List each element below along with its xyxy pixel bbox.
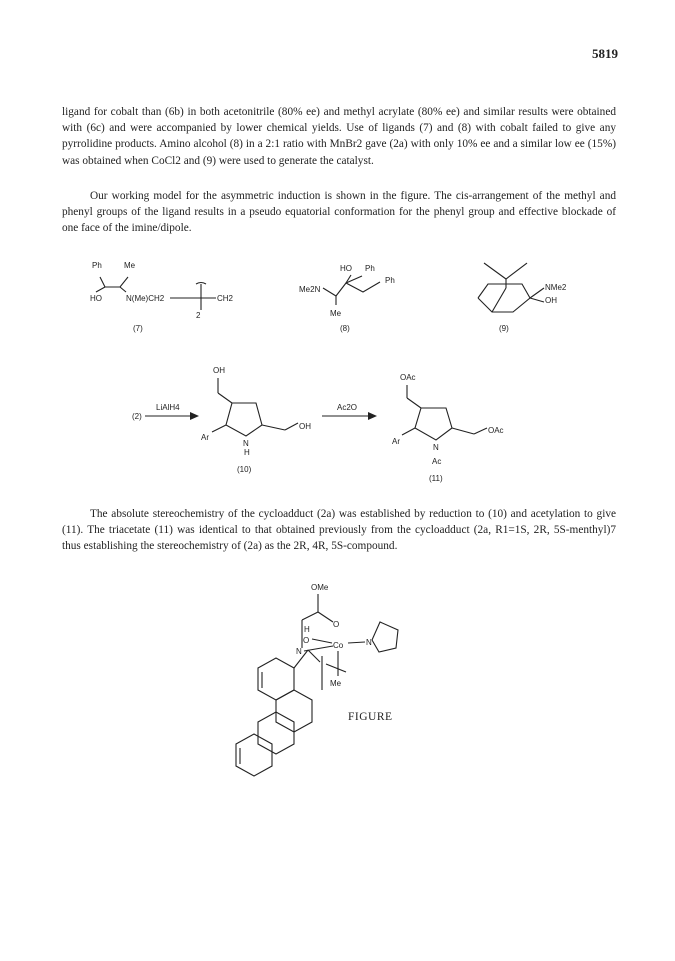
s8-atom-ph1: Ph — [365, 264, 375, 273]
fig-atom-o-top: O — [333, 620, 340, 629]
structure-9 — [478, 263, 567, 333]
s8-label: (8) — [340, 324, 350, 333]
fig-atom-o-mid: O — [303, 636, 310, 645]
s10-atom-ar: Ar — [201, 433, 209, 442]
s11-atom-ac: Ac — [432, 457, 442, 466]
s8-atom-me: Me — [330, 309, 342, 318]
fig-atom-h: H — [304, 625, 310, 634]
s9-label: (9) — [499, 324, 509, 333]
s10-atom-oh-right: OH — [299, 422, 311, 431]
structure-8 — [299, 264, 395, 333]
s7-atom-ho: HO — [90, 294, 102, 303]
s9-atom-nme2: NMe2 — [545, 283, 567, 292]
figure-model — [236, 583, 398, 776]
paragraph-3: The absolute stereochemistry of the cycloadduct (2a) was established by reduction to (10) and acetylation to give (11). The triacetate (11) was identical to that obtained previously from the cycloadduct (2a, R1=1S, 2R, 5S-menthyl)7 thus establishing the stereochemistry of (2a) as the 2R, 4R, 5S-compound. — [62, 508, 616, 553]
fig-atom-co: Co — [333, 641, 344, 650]
s9-atom-oh: OH — [545, 296, 557, 305]
structure-7 — [90, 261, 234, 333]
s7-label: (7) — [133, 324, 143, 333]
s10-label: (10) — [237, 465, 252, 474]
s8-atom-ph2: Ph — [385, 276, 395, 285]
s7-atom-ph: Ph — [92, 261, 102, 270]
s8-atom-me2n: Me2N — [299, 285, 321, 294]
s8-atom-ho: HO — [340, 264, 352, 273]
start-compound: (2) — [132, 412, 142, 421]
s7-atom-me: Me — [124, 261, 136, 270]
fig-atom-n-right: N — [366, 638, 372, 647]
fig-atom-me: Me — [330, 679, 342, 688]
paragraph-1: ligand for cobalt than (6b) in both acetonitrile (80% ee) and methyl acrylate (80% ee) and similar results were obtained with (6c) and were accompanied by lower chemical yields. Use of ligands (7) and (8) with cobalt failed to give any pyrrolidine products. Amino alcohol (8) in a 2:1 ratio with MnBr2 gave (2a) with only 10% ee and a similar low ee (15%) was obtained when CoCl2 and (9) were used to generate the catalyst. — [62, 106, 616, 167]
s11-atom-n: N — [433, 443, 439, 452]
paragraph-2: Our working model for the asymmetric induction is shown in the figure. The cis-arrangement of the methyl and phenyl groups of the ligand results in a pseudo equatorial conformation for the phenyl group and effective blockade of one face of the imine/dipole. — [62, 190, 616, 235]
s11-atom-oac-top: OAc — [400, 373, 416, 382]
s10-atom-oh-top: OH — [213, 366, 225, 375]
s10-atom-n: N — [243, 439, 249, 448]
figure-caption: FIGURE — [348, 711, 393, 723]
s7-atom-nmech2: N(Me)CH2 — [126, 294, 165, 303]
fig-atom-ome: OMe — [311, 583, 329, 592]
s11-atom-oac-right: OAc — [488, 426, 504, 435]
s7-subscript: 2 — [196, 311, 201, 320]
reaction-scheme — [132, 366, 504, 483]
s11-label: (11) — [429, 474, 443, 483]
reagent-ac2o: Ac2O — [337, 403, 358, 412]
page-number: 5819 — [592, 46, 618, 61]
s10-atom-h: H — [244, 448, 250, 457]
fig-atom-n-left: N — [296, 647, 302, 656]
s7-atom-ch2: CH2 — [217, 294, 234, 303]
s11-atom-ar: Ar — [392, 437, 400, 446]
reagent-lialh4: LiAlH4 — [156, 403, 180, 412]
